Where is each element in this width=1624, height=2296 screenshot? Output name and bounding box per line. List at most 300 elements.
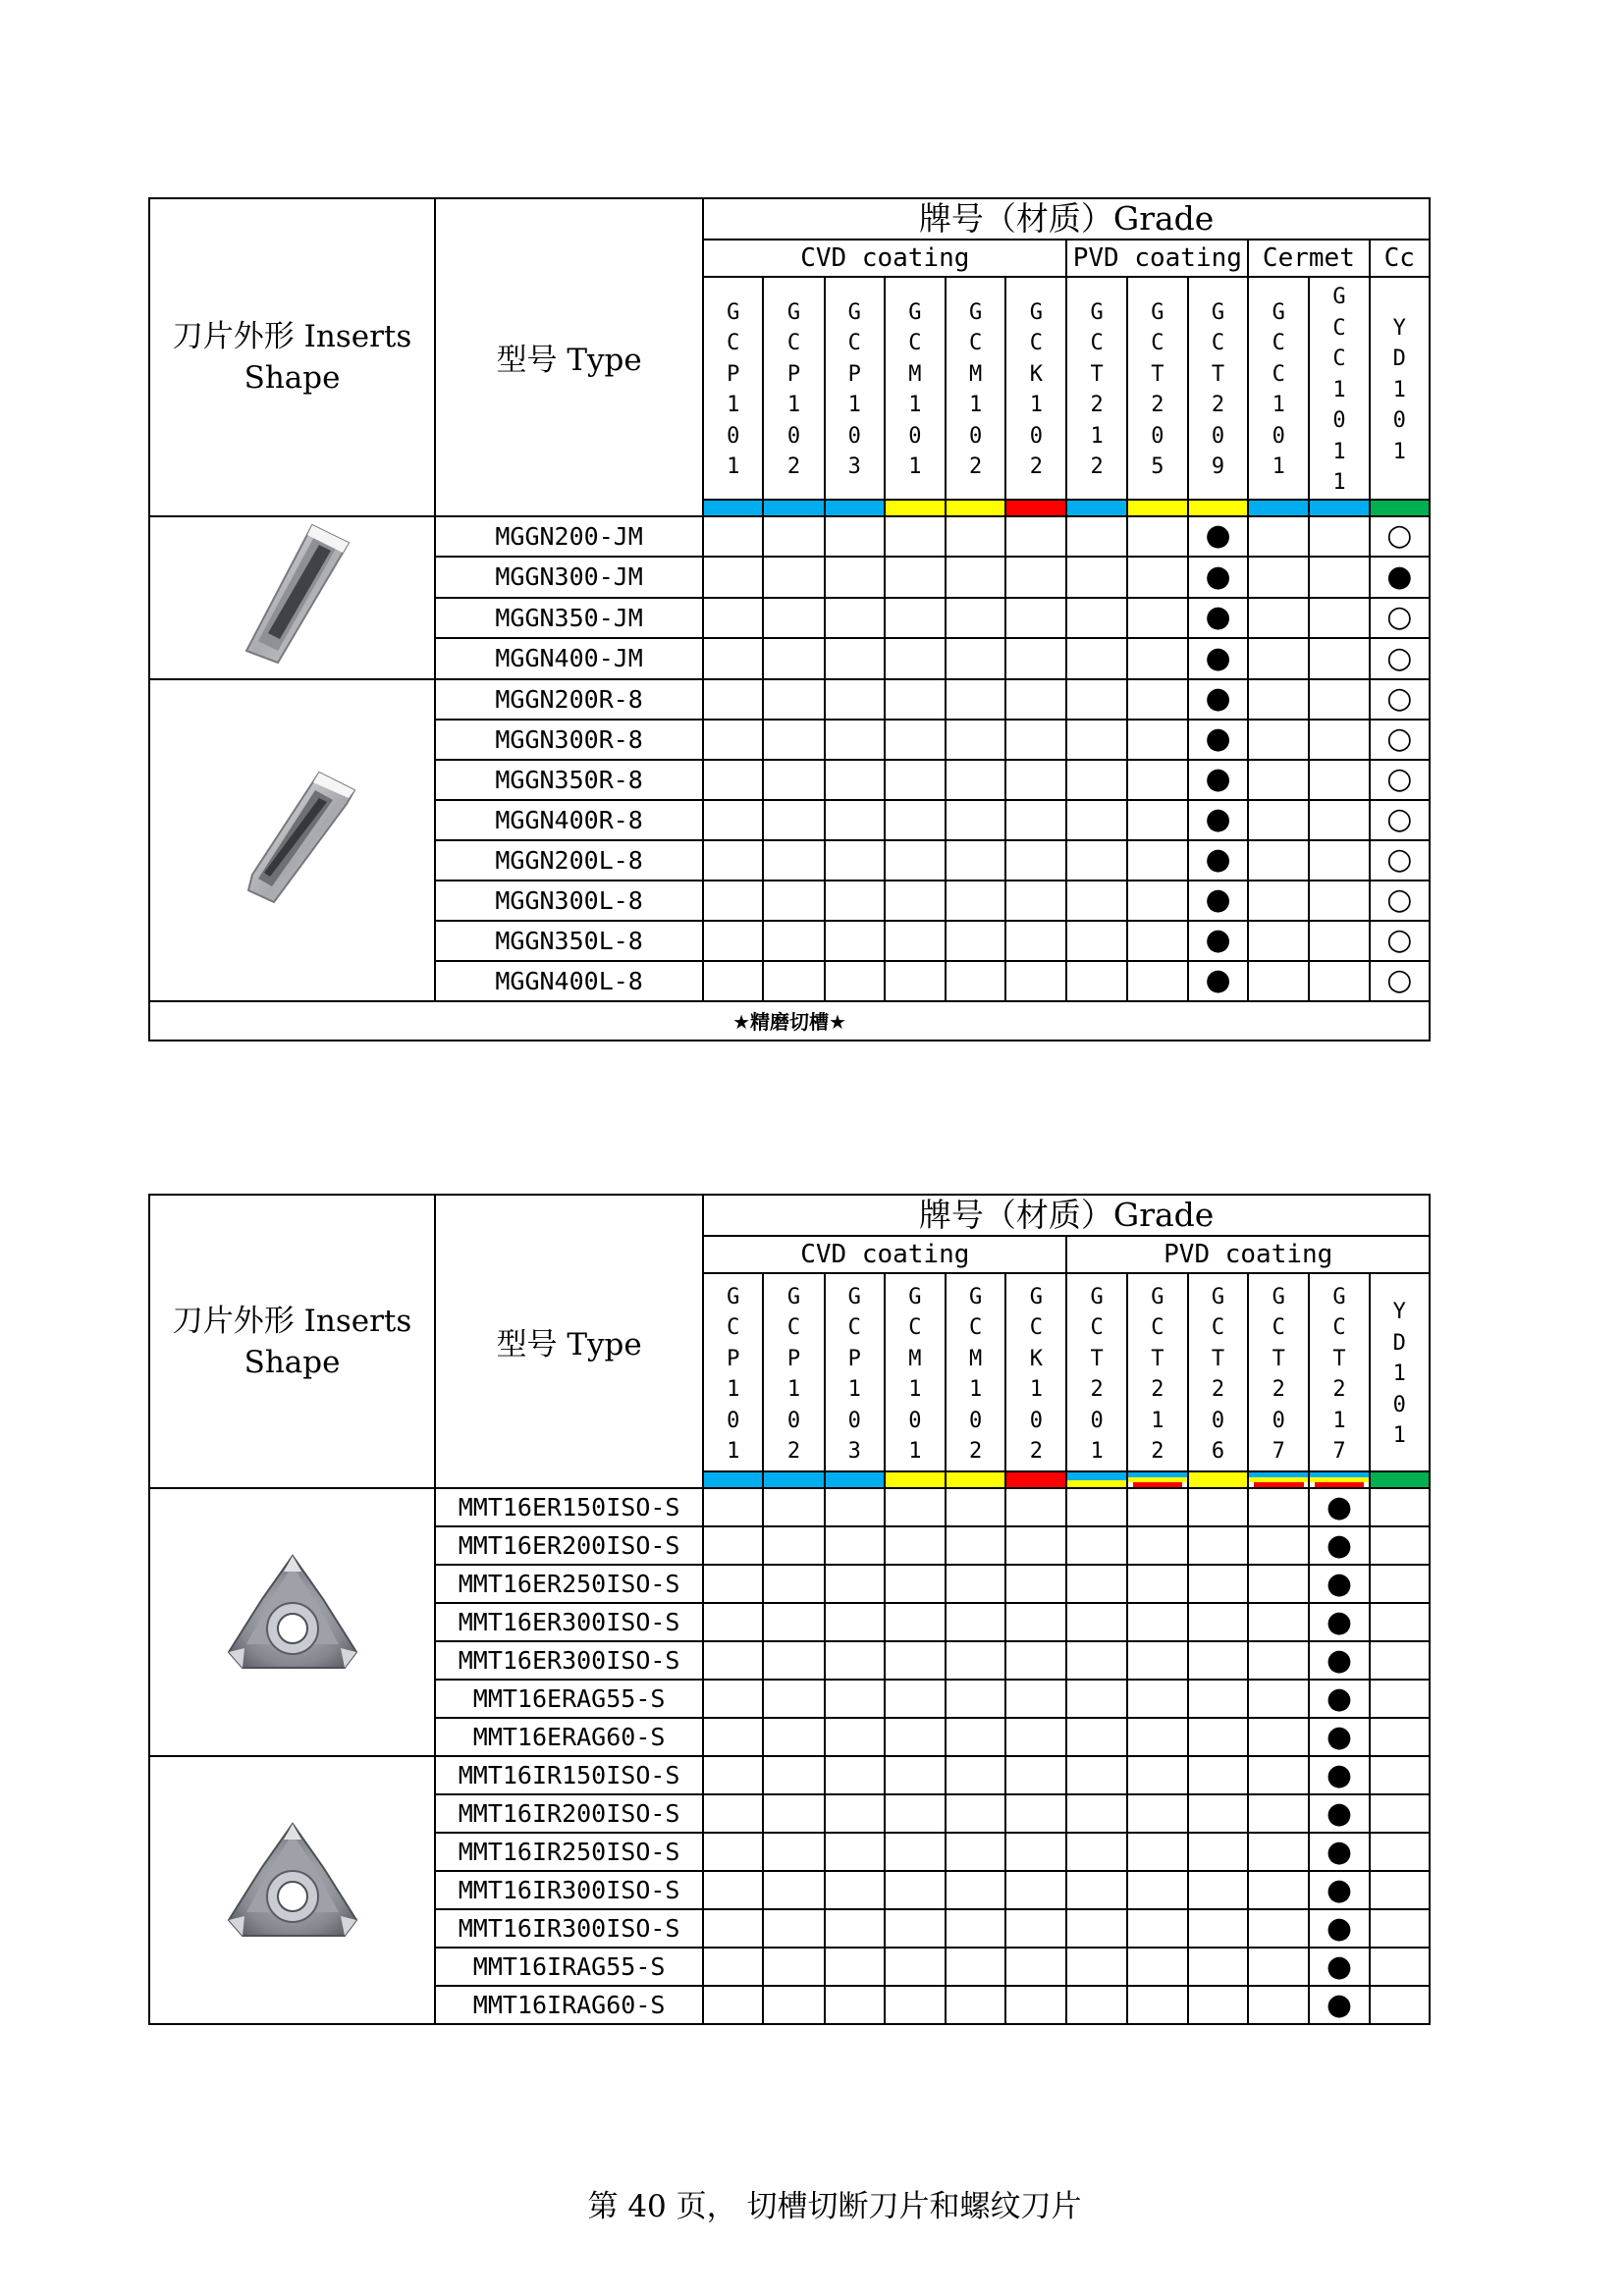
grade-availability-cell — [763, 557, 824, 598]
grade-availability-cell — [1066, 961, 1126, 1001]
grade-availability-cell — [885, 1833, 946, 1871]
grade-availability-cell — [1127, 1948, 1188, 1986]
grade-availability-cell — [1066, 1641, 1126, 1680]
grade-code-cell — [1370, 1273, 1430, 1471]
grade-title: 牌号（材质）Grade — [703, 198, 1430, 240]
grade-availability-cell — [1248, 720, 1309, 760]
grade-availability-cell — [1005, 720, 1066, 760]
insert-type: MGGN400-JM — [435, 638, 703, 679]
grade-availability-cell — [1188, 1641, 1248, 1680]
grade-availability-cell — [1370, 1488, 1430, 1526]
material-color-bar — [1127, 500, 1188, 516]
grade-availability-cell — [1005, 1680, 1066, 1718]
grade-availability-cell — [763, 961, 824, 1001]
grade-availability-cell — [1066, 1756, 1126, 1794]
material-color-stripe — [886, 1472, 945, 1487]
grade-availability-cell — [763, 881, 824, 921]
available-mark: ● — [1326, 1681, 1353, 1716]
grade-availability-cell — [1066, 1833, 1126, 1871]
grade-availability-cell — [1370, 1526, 1430, 1565]
optional-mark: ○ — [1386, 882, 1413, 917]
grade-availability-cell — [1127, 840, 1188, 881]
optional-mark: ○ — [1386, 842, 1413, 877]
grade-availability-cell — [1066, 1603, 1126, 1641]
grade-code: G C T 2 1 7 — [1332, 1284, 1346, 1464]
grade-availability-cell — [885, 1909, 946, 1948]
available-mark: ● — [1326, 1795, 1353, 1831]
grade-title: 牌号（材质）Grade — [703, 1195, 1430, 1236]
grade-availability-cell — [885, 679, 946, 720]
material-color-stripe — [947, 1472, 1004, 1487]
grade-availability-cell — [1066, 638, 1126, 679]
coating-group-label: PVD coating — [1066, 1236, 1430, 1273]
grade-availability-cell — [885, 1641, 946, 1680]
optional-mark: ○ — [1386, 681, 1413, 716]
optional-mark: ○ — [1386, 640, 1413, 675]
grade-availability-cell — [703, 1488, 763, 1526]
grade-availability-cell — [825, 800, 885, 840]
grade-availability-cell — [1309, 720, 1369, 760]
grade-availability-cell — [825, 1833, 885, 1871]
grade-availability-cell — [703, 1948, 763, 1986]
grade-code-cell — [946, 1273, 1005, 1471]
material-color-bar — [703, 1471, 763, 1488]
grade-availability-cell — [946, 961, 1005, 1001]
grade-availability-cell — [946, 1603, 1005, 1641]
grade-availability-cell — [763, 1641, 824, 1680]
grade-availability-cell — [946, 1871, 1005, 1909]
footnote-row — [149, 1001, 1430, 1041]
insert-type: MMT16IR150ISO-S — [435, 1756, 703, 1794]
grade-availability-cell — [1066, 679, 1126, 720]
grade-availability-cell — [1309, 921, 1369, 961]
grade-availability-cell — [1127, 800, 1188, 840]
grade-availability-cell — [1127, 961, 1188, 1001]
grade-availability-cell — [1127, 557, 1188, 598]
grade-code: G C P 1 0 1 — [727, 299, 740, 480]
grade-availability-cell — [763, 1526, 824, 1565]
grade-availability-cell — [825, 1948, 885, 1986]
grade-availability-cell — [1248, 881, 1309, 921]
grade-availability-cell — [885, 1986, 946, 2024]
grade-code-cell — [1127, 277, 1188, 500]
grade-availability-cell — [946, 1565, 1005, 1603]
grade-availability-cell — [1005, 1718, 1066, 1756]
grade-availability-cell — [1127, 1565, 1188, 1603]
grade-availability-cell — [1248, 1718, 1309, 1756]
grade-availability-cell — [825, 1718, 885, 1756]
grade-availability-cell — [1370, 516, 1430, 558]
grade-availability-cell — [1188, 598, 1248, 639]
grade-availability-cell — [703, 961, 763, 1001]
material-color-bar — [1248, 500, 1309, 516]
grade-availability-cell — [1066, 1986, 1126, 2024]
grade-availability-cell — [1188, 679, 1248, 720]
grade-availability-cell — [763, 1986, 824, 2024]
grade-code: G C P 1 0 1 — [727, 1284, 740, 1464]
grade-title-row — [149, 198, 1430, 240]
grade-availability-cell — [1005, 881, 1066, 921]
insert-type: MMT16IR300ISO-S — [435, 1871, 703, 1909]
insert-type: MMT16ER150ISO-S — [435, 1488, 703, 1526]
grade-availability-cell — [1309, 557, 1369, 598]
material-color-bar — [1370, 500, 1430, 516]
grade-availability-cell — [1370, 1909, 1430, 1948]
grade-availability-cell — [703, 1641, 763, 1680]
available-mark: ● — [1326, 1872, 1353, 1907]
shape-header-line: Shape — [244, 1344, 341, 1380]
grade-availability-cell — [1248, 516, 1309, 558]
grade-availability-cell — [825, 1871, 885, 1909]
shape-header-line: 刀片外形 Inserts — [172, 1303, 412, 1339]
grade-availability-cell — [1127, 1909, 1188, 1948]
grade-availability-cell — [1005, 1948, 1066, 1986]
material-color-bar — [885, 1471, 946, 1488]
grade-availability-cell — [1005, 638, 1066, 679]
insert-type: MGGN400L-8 — [435, 961, 703, 1001]
grade-availability-cell — [763, 516, 824, 558]
grade-availability-cell — [1248, 1526, 1309, 1565]
grade-code: G C T 2 0 9 — [1211, 299, 1225, 480]
grade-availability-cell — [1066, 1948, 1126, 1986]
grade-availability-cell — [1127, 1794, 1188, 1833]
grade-availability-cell — [763, 760, 824, 800]
grade-availability-cell — [1066, 921, 1126, 961]
grade-availability-cell — [1127, 1871, 1188, 1909]
grade-availability-cell — [825, 1680, 885, 1718]
material-color-stripe — [1189, 1472, 1247, 1487]
grade-availability-cell — [946, 1488, 1005, 1526]
insert-type: MGGN300L-8 — [435, 881, 703, 921]
grade-availability-cell — [703, 760, 763, 800]
grade-availability-cell — [1188, 1986, 1248, 2024]
grade-availability-cell — [1248, 921, 1309, 961]
grade-availability-cell — [825, 557, 885, 598]
grade-availability-cell — [1066, 1909, 1126, 1948]
grade-code-cell — [763, 1273, 824, 1471]
material-color-stripe — [764, 501, 823, 515]
material-color-bar — [946, 1471, 1005, 1488]
grade-availability-cell — [1188, 638, 1248, 679]
grade-availability-cell — [885, 1488, 946, 1526]
material-color-stripe — [1371, 1472, 1429, 1487]
grade-availability-cell — [703, 1680, 763, 1718]
grade-availability-cell — [946, 598, 1005, 639]
grade-availability-cell — [1005, 961, 1066, 1001]
grade-availability-cell — [1188, 961, 1248, 1001]
grade-table-threading — [148, 1194, 1431, 2025]
grade-availability-cell — [1309, 1565, 1369, 1603]
grade-availability-cell — [703, 1909, 763, 1948]
grade-availability-cell — [885, 881, 946, 921]
grade-availability-cell — [763, 840, 824, 881]
grade-availability-cell — [885, 557, 946, 598]
grade-availability-cell — [763, 720, 824, 760]
grade-availability-cell — [825, 638, 885, 679]
grade-code-cell — [825, 277, 885, 500]
grade-code: G C P 1 0 2 — [786, 1284, 801, 1464]
shape-header-line: Shape — [244, 359, 341, 396]
material-color-stripe — [1006, 501, 1065, 515]
grade-availability-cell — [1309, 1986, 1369, 2024]
grade-availability-cell — [946, 638, 1005, 679]
grade-availability-cell — [1005, 760, 1066, 800]
grade-code: G C P 1 0 3 — [847, 299, 861, 480]
available-mark: ● — [1205, 923, 1231, 957]
grade-availability-cell — [1188, 921, 1248, 961]
grade-availability-cell — [946, 1986, 1005, 2024]
available-mark: ● — [1205, 559, 1231, 594]
grade-availability-cell — [1370, 1641, 1430, 1680]
grade-availability-cell — [1066, 800, 1126, 840]
insert-type: MMT16IR200ISO-S — [435, 1794, 703, 1833]
material-color-bar — [885, 500, 946, 516]
insert-type: MGGN300R-8 — [435, 720, 703, 760]
grade-availability-cell — [1370, 557, 1430, 598]
grade-availability-cell — [946, 1680, 1005, 1718]
grade-availability-cell — [1005, 1565, 1066, 1603]
available-mark: ● — [1205, 842, 1231, 877]
insert-type: MMT16IRAG55-S — [435, 1948, 703, 1986]
grade-code: G C T 2 1 2 — [1090, 299, 1104, 480]
grade-availability-cell — [1188, 1909, 1248, 1948]
grade-availability-cell — [1309, 840, 1369, 881]
grade-availability-cell — [1309, 961, 1369, 1001]
grade-availability-cell — [1248, 1794, 1309, 1833]
grade-availability-cell — [885, 516, 946, 558]
grade-availability-cell — [825, 1603, 885, 1641]
grade-availability-cell — [1066, 1488, 1126, 1526]
grade-availability-cell — [1005, 1488, 1066, 1526]
material-color-stripe — [886, 501, 945, 515]
material-color-bar — [1066, 1471, 1126, 1488]
grade-availability-cell — [703, 921, 763, 961]
grade-availability-cell — [1370, 921, 1430, 961]
coating-group-label: PVD coating — [1066, 240, 1248, 277]
material-color-bar — [1066, 500, 1126, 516]
grade-availability-cell — [885, 1565, 946, 1603]
material-color-bar — [1309, 500, 1369, 516]
material-color-bar — [763, 500, 824, 516]
material-color-stripe — [1067, 1480, 1125, 1487]
grade-availability-cell — [1248, 760, 1309, 800]
grade-availability-cell — [1248, 1871, 1309, 1909]
available-mark: ● — [1326, 1527, 1353, 1563]
grade-availability-cell — [1309, 1718, 1369, 1756]
optional-mark: ○ — [1386, 923, 1413, 957]
grade-code: G C T 2 1 2 — [1151, 1284, 1164, 1464]
grade-availability-cell — [946, 1526, 1005, 1565]
grade-code-cell — [1309, 1273, 1369, 1471]
material-color-stripe — [1249, 501, 1308, 515]
insert-type: MMT16ER300ISO-S — [435, 1641, 703, 1680]
grade-code: G C T 2 0 7 — [1272, 1284, 1285, 1464]
grade-availability-cell — [1309, 1948, 1369, 1986]
grade-availability-cell — [1248, 1909, 1309, 1948]
grade-availability-cell — [1248, 1603, 1309, 1641]
grade-availability-cell — [1309, 1833, 1369, 1871]
grade-availability-cell — [1370, 1871, 1430, 1909]
grade-availability-cell — [1309, 760, 1369, 800]
grade-availability-cell — [825, 598, 885, 639]
grade-availability-cell — [1188, 1526, 1248, 1565]
grade-availability-cell — [825, 1641, 885, 1680]
grade-availability-cell — [1370, 1948, 1430, 1986]
available-mark: ● — [1326, 1757, 1353, 1792]
grade-availability-cell — [1127, 679, 1188, 720]
material-color-stripe — [1254, 1482, 1304, 1487]
grade-availability-cell — [1066, 840, 1126, 881]
grade-availability-cell — [825, 1909, 885, 1948]
grade-availability-cell — [1248, 598, 1309, 639]
table-row — [149, 1488, 1430, 1526]
material-color-stripe — [1189, 501, 1247, 515]
grade-availability-cell — [703, 598, 763, 639]
optional-mark: ○ — [1386, 518, 1413, 554]
grade-availability-cell — [1370, 1833, 1430, 1871]
available-mark: ● — [1205, 518, 1231, 554]
grade-availability-cell — [825, 1488, 885, 1526]
grade-availability-cell — [1066, 1680, 1126, 1718]
material-color-bar — [946, 500, 1005, 516]
material-color-bar — [825, 1471, 885, 1488]
optional-mark: ○ — [1386, 802, 1413, 836]
coating-group-label: Cc — [1370, 240, 1430, 277]
grade-availability-cell — [703, 516, 763, 558]
grade-code-cell — [1248, 277, 1309, 500]
grade-code: G C T 2 0 1 — [1090, 1284, 1104, 1464]
grade-availability-cell — [1005, 1641, 1066, 1680]
grade-code-cell — [1370, 277, 1430, 500]
grade-code-cell — [1066, 277, 1126, 500]
grade-availability-cell — [825, 840, 885, 881]
grade-availability-cell — [763, 1680, 824, 1718]
material-color-bar — [1370, 1471, 1430, 1488]
grade-availability-cell — [1370, 1680, 1430, 1718]
grade-code-cell — [763, 277, 824, 500]
grade-availability-cell — [1005, 1909, 1066, 1948]
grade-availability-cell — [763, 1871, 824, 1909]
grade-availability-cell — [703, 1833, 763, 1871]
grade-availability-cell — [1188, 1718, 1248, 1756]
available-mark: ● — [1386, 559, 1413, 594]
grade-availability-cell — [1188, 1871, 1248, 1909]
material-color-stripe — [704, 501, 762, 515]
insert-type: MGGN400R-8 — [435, 800, 703, 840]
grade-availability-cell — [885, 638, 946, 679]
grade-code-cell — [1309, 277, 1369, 500]
grade-availability-cell — [1188, 840, 1248, 881]
footnote: ★精磨切槽★ — [149, 1001, 1430, 1041]
grade-availability-cell — [1127, 1986, 1188, 2024]
grade-code-cell — [825, 1273, 885, 1471]
grade-availability-cell — [763, 1948, 824, 1986]
grade-availability-cell — [1248, 1565, 1309, 1603]
table-row — [149, 516, 1430, 558]
grade-availability-cell — [1370, 881, 1430, 921]
grade-availability-cell — [825, 921, 885, 961]
grade-availability-cell — [1188, 1603, 1248, 1641]
grade-availability-cell — [1309, 1680, 1369, 1718]
threading-insert-external — [149, 1488, 435, 1756]
grade-code-cell — [1188, 277, 1248, 500]
grade-availability-cell — [703, 638, 763, 679]
grade-availability-cell — [763, 921, 824, 961]
available-mark: ● — [1205, 721, 1231, 756]
insert-type: MMT16IR250ISO-S — [435, 1833, 703, 1871]
grade-availability-cell — [763, 1756, 824, 1794]
insert-type: MGGN350R-8 — [435, 760, 703, 800]
grade-availability-cell — [1127, 1488, 1188, 1526]
grade-code-cell — [1188, 1273, 1248, 1471]
grade-availability-cell — [1005, 1794, 1066, 1833]
available-mark: ● — [1205, 882, 1231, 917]
available-mark: ● — [1326, 1489, 1353, 1524]
grade-availability-cell — [825, 1526, 885, 1565]
grade-availability-cell — [885, 1680, 946, 1718]
grade-availability-cell — [1370, 598, 1430, 639]
grade-availability-cell — [1188, 800, 1248, 840]
grade-availability-cell — [885, 800, 946, 840]
grade-availability-cell — [763, 1909, 824, 1948]
available-mark: ● — [1205, 963, 1231, 997]
grade-availability-cell — [1370, 1756, 1430, 1794]
grade-availability-cell — [703, 1565, 763, 1603]
grade-availability-cell — [1066, 1718, 1126, 1756]
optional-mark: ○ — [1386, 963, 1413, 997]
grade-availability-cell — [825, 760, 885, 800]
material-color-bar — [1309, 1471, 1369, 1488]
insert-type: MMT16IR300ISO-S — [435, 1909, 703, 1948]
shape-header-line: 刀片外形 Inserts — [172, 318, 412, 354]
material-color-bar — [1188, 500, 1248, 516]
grade-availability-cell — [1066, 557, 1126, 598]
coating-group-label: CVD coating — [703, 1236, 1066, 1273]
grade-availability-cell — [763, 679, 824, 720]
grade-availability-cell — [1309, 800, 1369, 840]
grade-availability-cell — [1127, 1603, 1188, 1641]
grade-availability-cell — [703, 1603, 763, 1641]
insert-type: MMT16ERAG55-S — [435, 1680, 703, 1718]
grade-availability-cell — [946, 1756, 1005, 1794]
grade-code-cell — [885, 277, 946, 500]
coating-group-label: CVD coating — [703, 240, 1066, 277]
grade-availability-cell — [1370, 638, 1430, 679]
grade-availability-cell — [703, 1871, 763, 1909]
grade-availability-cell — [1127, 1756, 1188, 1794]
shape-header — [149, 1195, 435, 1488]
grade-code-cell — [885, 1273, 946, 1471]
available-mark: ● — [1326, 1834, 1353, 1869]
grade-code-cell — [1005, 1273, 1066, 1471]
grade-availability-cell — [1066, 1526, 1126, 1565]
grade-code: G C K 1 0 2 — [1029, 1284, 1043, 1464]
grade-availability-cell — [1370, 1986, 1430, 2024]
grade-availability-cell — [946, 760, 1005, 800]
grade-availability-cell — [1005, 840, 1066, 881]
grade-availability-cell — [1066, 720, 1126, 760]
grade-availability-cell — [1005, 679, 1066, 720]
grade-availability-cell — [763, 598, 824, 639]
grade-availability-cell — [1005, 1833, 1066, 1871]
grade-availability-cell — [946, 1909, 1005, 1948]
grade-availability-cell — [1188, 881, 1248, 921]
grade-availability-cell — [1127, 516, 1188, 558]
grade-code: G C M 1 0 1 — [908, 299, 922, 480]
grade-availability-cell — [1309, 1488, 1369, 1526]
grade-availability-cell — [1127, 1526, 1188, 1565]
grade-availability-cell — [1248, 1488, 1309, 1526]
